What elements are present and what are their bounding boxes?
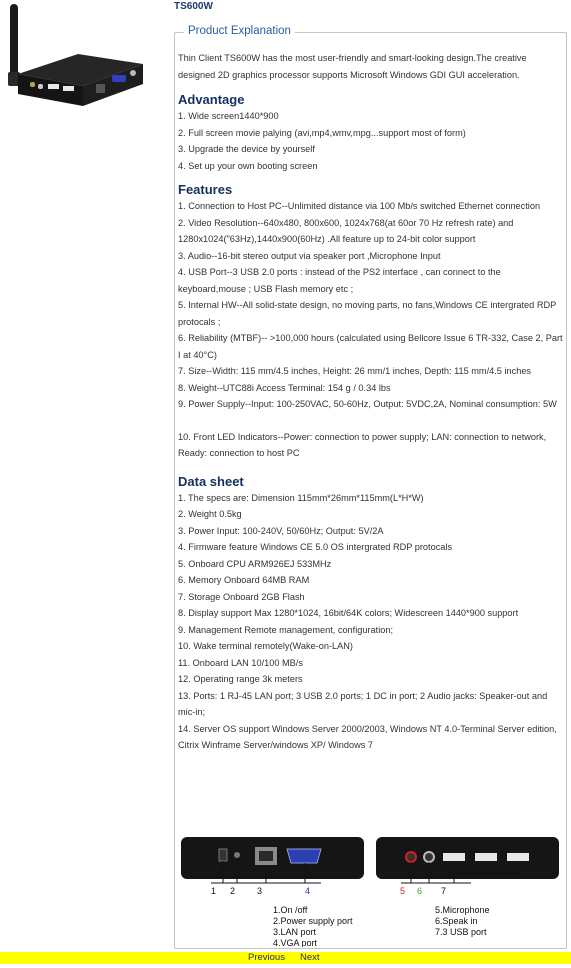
port-legend: 7.3 USB port (435, 927, 487, 937)
content-area (178, 50, 564, 754)
section-title: Product Explanation (184, 25, 295, 37)
list-item: 10. Front LED Indicators--Power: connection to power supply; LAN: connection to network, Ready: connection to host PC (178, 431, 547, 458)
list-item: 9. Management Remote management, configuration; (178, 624, 394, 635)
list-item: 8. Weight--UTC88i Access Terminal: 154 g / 0.34 lbs (178, 382, 391, 393)
port-legend: 1.On /off (273, 905, 308, 915)
list-item: 3. Audio--16-bit stereo output via speaker port ,Microphone Input (178, 250, 441, 261)
datasheet-list (178, 490, 564, 754)
callout-label: 1 (211, 886, 217, 896)
list-item: 4. Firmware feature Windows CE 5.0 OS intergrated RDP protocals (178, 542, 453, 552)
list-item: 3. Upgrade the device by yourself (178, 144, 315, 154)
advantage-heading: Advantage (178, 92, 245, 107)
port-legend: 4.VGA port (273, 938, 318, 947)
port-legend: 5.Microphone (435, 905, 490, 915)
port-legend: 3.LAN port (273, 927, 317, 937)
list-item: 8. Display support Max 1280*1024, 16bit/64K colors; Widescreen 1440*900 support (178, 608, 519, 618)
list-item: 9. Power Supply--Input: 100-250VAC, 50-60Hz, Output: 5VDC,2A, Nominal consumption: 5W (178, 399, 557, 409)
callout-label: 5 (400, 886, 406, 896)
list-item: 5. Internal HW--All solid-state design, no moving parts, no fans,Windows CE intergrated RDP protocals ; (178, 300, 557, 327)
list-item: 2. Weight 0.5kg (178, 509, 242, 519)
list-item: 11. Onboard LAN 10/100 MB/s (178, 657, 303, 668)
list-item: 6. Reliability (MTBF)-- >100,000 hours (calculated using Bellcore Issue 6 TR-332, Case 2, Part I at 40°C) (178, 333, 563, 360)
features-heading: Features (178, 182, 233, 197)
list-item: 10. Wake terminal remotely(Wake-on-LAN) (178, 641, 353, 651)
list-item: 13. Ports: 1 RJ-45 LAN port; 3 USB 2.0 ports; 1 DC in port; 2 Audio jacks: Speaker-out and mic-in; (178, 690, 548, 717)
list-item: 12. Operating range 3k meters (178, 674, 303, 684)
datasheet-heading: Data sheet (178, 473, 244, 489)
next-link[interactable]: Next (300, 952, 320, 963)
list-item: 5. Onboard CPU ARM926EJ 533MHz (178, 558, 332, 569)
pagination-bar (0, 952, 571, 964)
ports-diagram (181, 835, 561, 947)
callout-label: 4 (305, 886, 311, 896)
product-photo (8, 2, 143, 114)
product-model: TS600W (174, 1, 213, 12)
list-item: 1. Connection to Host PC--Unlimited distance via 100 Mb/s switched Ethernet connection (178, 201, 541, 211)
callout-label: 3 (257, 886, 263, 896)
callout-label: 2 (230, 886, 236, 896)
previous-link[interactable]: Previous (248, 952, 285, 963)
advantage-list (178, 108, 564, 174)
list-item: 4. Set up your own booting screen (178, 160, 318, 171)
list-item: 6. Memory Onboard 64MB RAM (178, 575, 310, 585)
list-item: 3. Power Input: 100-240V, 50/60Hz; Output: 5V/2A (178, 525, 384, 536)
port-legend: 2.Power supply port (273, 916, 353, 926)
list-item: 7. Size--Width: 115 mm/4.5 inches, Height: 26 mm/1 inches, Depth: 115 mm/4.5 inches (178, 366, 532, 376)
list-item: 2. Video Resolution--640x480, 800x600, 1024x768(at 60or 70 Hz refresh rate) and 1280x1024("63Hz),1440x900(60Hz) .All feature up to 24-bit color support (178, 217, 514, 244)
list-item: 7. Storage Onboard 2GB Flash (178, 591, 305, 602)
list-item: 1. The specs are: Dimension 115mm*26mm*115mm(L*H*W) (178, 492, 424, 503)
list-item: 4. USB Port--3 USB 2.0 ports : instead of the PS2 interface , can connect to the keyboard,mouse ; USB Flash memory etc ; (178, 267, 501, 294)
features-list (178, 198, 564, 462)
port-legend: 6.Speak in (435, 916, 478, 926)
intro-text: Thin Client TS600W has the most user-friendly and smart-looking design.The creative designed 2D graphics processor supports Microsoft Windows GDI GUI acceleration. (178, 53, 527, 80)
list-item: 1. Wide screen1440*900 (178, 111, 279, 121)
callout-label: 7 (441, 886, 447, 896)
list-item: 14. Server OS support Windows Server 2000/2003, Windows NT 4.0-Terminal Server edition, Citrix Winframe Server/windows XP/ Windows 7 (178, 723, 557, 750)
callout-label: 6 (417, 886, 423, 896)
list-item: 2. Full screen movie palying (avi,mp4,wmv,mpg...support most of form) (178, 127, 466, 138)
